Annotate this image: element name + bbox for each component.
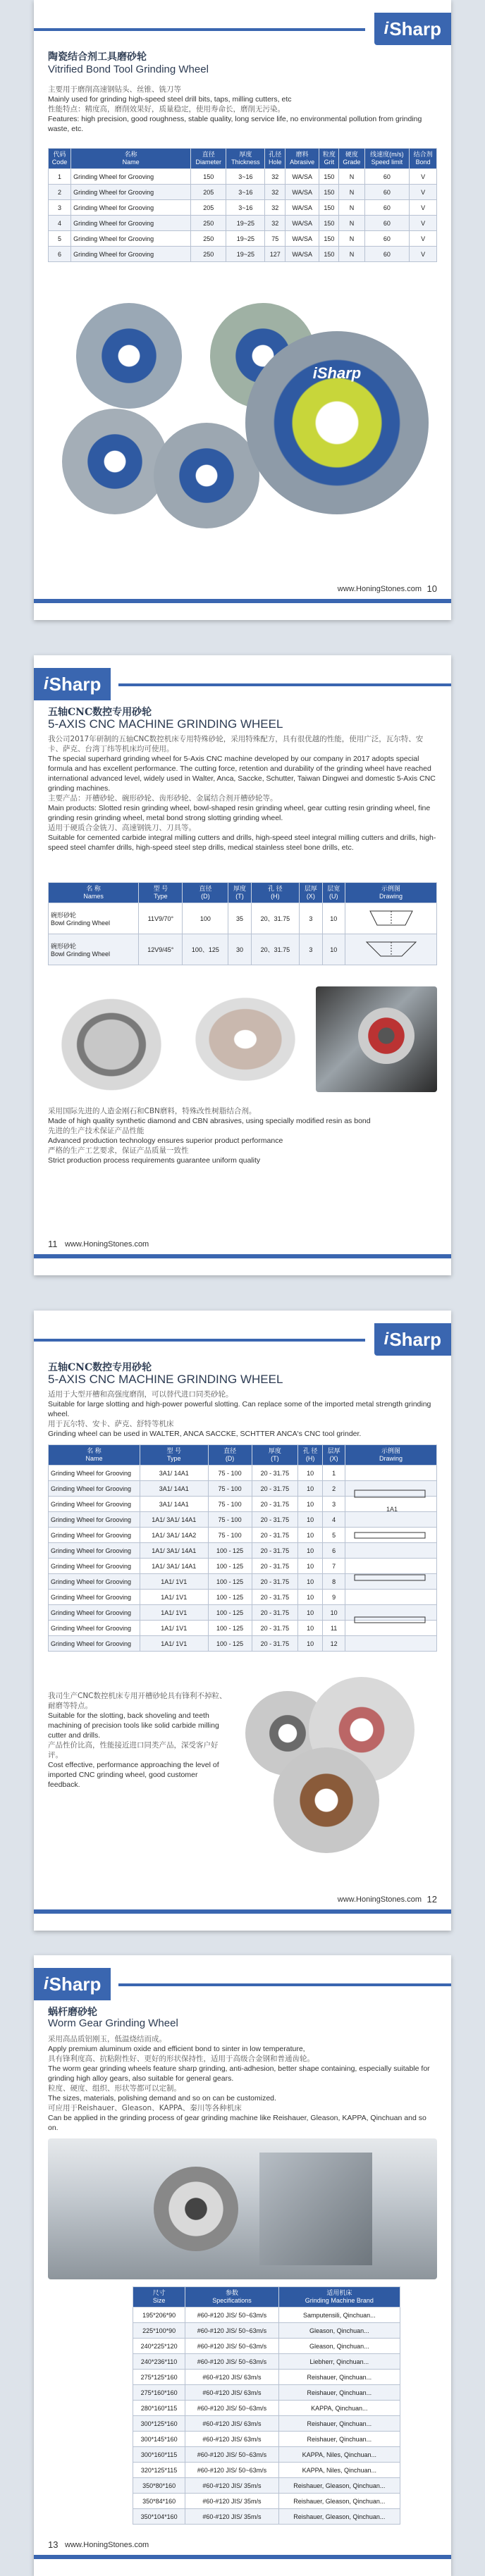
spec-table <box>48 148 437 262</box>
table-cell: 3~16 <box>226 185 265 200</box>
spec-table <box>133 2286 400 2525</box>
table-cell: 127 <box>265 247 285 262</box>
table-row <box>133 2416 400 2432</box>
table-cell: Grinding Wheel for Grooving <box>49 1528 140 1543</box>
page-title-cn: 五轴CNC数控专用砂轮 <box>48 707 152 718</box>
table-cell: Grinding Wheel for Grooving <box>49 1481 140 1497</box>
table-cell: 1A1/ 1V1 <box>140 1590 209 1605</box>
table-row <box>133 2308 400 2323</box>
table-cell: #60-#120 JIS/ 63m/s <box>185 2385 278 2401</box>
table-cell: 195*206*90 <box>133 2308 185 2323</box>
table-row <box>49 216 437 231</box>
table-cell: 1A1/ 3A1/ 14A1 <box>140 1512 209 1528</box>
bowl-wheel-photo <box>182 986 309 1092</box>
table-cell: 100 - 125 <box>208 1621 252 1636</box>
table-cell: Grinding Wheel for Grooving <box>49 1590 140 1605</box>
table-cell: 20 - 31.75 <box>252 1528 298 1543</box>
col-diameter: 直径 Diameter <box>191 149 226 169</box>
table-cell: 20 - 31.75 <box>252 1574 298 1590</box>
table-cell: N <box>339 185 364 200</box>
brand-logo: i Sharp <box>34 668 111 700</box>
table-cell: #60-#120 JIS/ 50~63m/s <box>185 2463 278 2478</box>
table-cell: 100 - 125 <box>208 1590 252 1605</box>
table-cell: 75 - 100 <box>208 1528 252 1543</box>
table-cell: 75 - 100 <box>208 1466 252 1481</box>
table-cell: 32 <box>265 169 285 185</box>
table-cell: 20 - 31.75 <box>252 1636 298 1652</box>
table-cell: 32 <box>265 185 285 200</box>
col-thickness: 厚度 Thickness <box>226 149 265 169</box>
table-cell: 32 <box>265 216 285 231</box>
page-title: Vitrified Bond Tool Grinding Wheel <box>48 63 209 75</box>
drawing-label: 1A1 <box>386 1506 398 1513</box>
table-cell: 75 - 100 <box>208 1512 252 1528</box>
table-cell: N <box>339 200 364 216</box>
table-cell: 100 - 125 <box>208 1636 252 1652</box>
table-cell: 11 <box>323 1621 345 1636</box>
table-cell: 6 <box>49 247 71 262</box>
table-row <box>49 200 437 216</box>
table-cell: 10 <box>298 1559 323 1574</box>
page-title-cn: 陶瓷结合剂工具磨砂轮 <box>48 51 147 63</box>
page-number: 10 <box>426 583 437 594</box>
table-cell: 205 <box>191 185 226 200</box>
brand-logo: i Sharp <box>374 1323 451 1356</box>
table-cell: 20 - 31.75 <box>252 1621 298 1636</box>
website: www.HoningStones.com <box>65 1240 149 1249</box>
table-row <box>133 2323 400 2339</box>
description: 我公司2017年研制的五轴CNC数控机床专用特殊砂轮，采用特殊配方，具有很优越的性能，使用广泛，瓦尔特、安卡、萨克、台湾丁纬等机床均可使用。 The special superhard grinding wheel for 5-Axis CNC machine developed by our company in 2017 adopts special formula and has excellent performance. The cutting force, retention and durability of the grinding wheel have reached international advanced level, widely used in Walter, Anca, Saccke, Schutter, Taiwan Dingwei and domestic 5-Axis CNC grinding machines. 主要产品：开槽砂轮、碗形砂轮、齿形砂轮、金属结合剂开槽砂轮等。 Main products: Slotted resin grinding wheel, bowl-shaped resin grinding wheel, gear cutting resin grinding wheel, fine grinding resin grinding wheel, metal bond strong slotting grinding wheel. 适用于硬质合金铣刀、高速钢铣刀、刀具等。 Suitable for cemented carbide integral milling cutters and drills, high-speed steel integral milling cutters and drills, high-speed steel chamfer drills, high-speed steel step drills, medical stainless steel bone drills, etc. <box>48 735 436 852</box>
profile-shape <box>355 1617 425 1623</box>
table-cell: Grinding Wheel for Grooving <box>49 1574 140 1590</box>
table-row <box>133 2401 400 2416</box>
table-cell: V <box>410 247 437 262</box>
table-cell: 10 <box>298 1636 323 1652</box>
table-cell: 75 - 100 <box>208 1481 252 1497</box>
table-row <box>133 2432 400 2447</box>
catalog-page-10 <box>34 0 451 620</box>
table-cell: #60-#120 JIS/ 35m/s <box>185 2478 278 2494</box>
table-cell: 9 <box>323 1590 345 1605</box>
table-cell: 100 - 125 <box>208 1574 252 1590</box>
table-cell: 60 <box>364 185 410 200</box>
header-stripe <box>118 683 451 686</box>
table-cell: 3~16 <box>226 200 265 216</box>
table-cell: #60-#120 JIS/ 35m/s <box>185 2494 278 2509</box>
table-cell: 10 <box>323 1605 345 1621</box>
table-cell: 60 <box>364 247 410 262</box>
table-cell: #60-#120 JIS/ 63m/s <box>185 2416 278 2432</box>
table-header: 尺寸 Size 参数 Specifications 适用机床 Grinding Machine Brand <box>133 2287 400 2308</box>
table-cell: KAPPA, Niles, Qinchuan... <box>278 2463 400 2478</box>
table-cell: N <box>339 247 364 262</box>
table-cell: Grinding Wheel for Grooving <box>71 200 191 216</box>
wheel-logo: iSharp <box>312 364 362 382</box>
table-cell: #60-#120 JIS/ 50~63m/s <box>185 2447 278 2463</box>
table-cell: Grinding Wheel for Grooving <box>49 1636 140 1652</box>
table-cell: V <box>410 216 437 231</box>
table-cell: #60-#120 JIS/ 50~63m/s <box>185 2308 278 2323</box>
table-row <box>133 2339 400 2354</box>
table-cell: #60-#120 JIS/ 50~63m/s <box>185 2339 278 2354</box>
table-cell: 320*125*115 <box>133 2463 185 2478</box>
grinding-wheel-image <box>62 409 168 514</box>
table-cell: Grinding Wheel for Grooving <box>49 1466 140 1481</box>
table-header <box>49 149 437 169</box>
table-cell: WA/SA <box>285 216 319 231</box>
table-cell: 60 <box>364 169 410 185</box>
profile-shape <box>355 1490 425 1497</box>
page-number: 11 <box>48 1239 58 1249</box>
table-cell: 2 <box>49 185 71 200</box>
page-title: Worm Gear Grinding Wheel <box>48 2017 178 2029</box>
table-cell: 300*125*160 <box>133 2416 185 2432</box>
profile-shape <box>355 1532 425 1538</box>
table-cell: 225*100*90 <box>133 2323 185 2339</box>
table-cell: 1A1/ 3A1/ 14A1 <box>140 1559 209 1574</box>
table-cell: Reishauer, Qinchuan... <box>278 2370 400 2385</box>
table-row <box>49 185 437 200</box>
table-cell: 240*225*120 <box>133 2339 185 2354</box>
grinding-wheel-image <box>76 303 182 409</box>
col-name: 名称 Name <box>71 149 191 169</box>
drawing-cell <box>345 903 437 934</box>
table-row <box>49 169 437 185</box>
table-cell: 250 <box>191 216 226 231</box>
table-cell: 20 - 31.75 <box>252 1605 298 1621</box>
table-cell: 10 <box>298 1605 323 1621</box>
table-cell: 150 <box>319 200 339 216</box>
table-cell: 1A1/ 1V1 <box>140 1574 209 1590</box>
table-cell: 3A1/ 14A1 <box>140 1497 209 1512</box>
table-cell: 10 <box>298 1466 323 1481</box>
grinding-wheel-image <box>154 423 259 528</box>
table-cell: WA/SA <box>285 185 319 200</box>
header-stripe <box>34 1339 365 1342</box>
table-cell: #60-#120 JIS/ 50~63m/s <box>185 2354 278 2370</box>
table-cell: 250 <box>191 247 226 262</box>
website: www.HoningStones.com <box>65 2541 149 2549</box>
col-grit: 粒度 Grit <box>319 149 339 169</box>
bowl-wheel-drawing <box>363 908 419 929</box>
table-cell: 280*160*115 <box>133 2401 185 2416</box>
table-cell: 60 <box>364 216 410 231</box>
spec-table <box>48 882 437 965</box>
description: 采用高品质铝刚玉，低温烧结而成。 Apply premium aluminum oxide and efficient bond to sinter in low temperature, 具有锋利度高、抗粘附性好、更好的形状保持性，适用于高级合金钢和普通齿轮。 The worm gear grinding wheels feature sharp grinding, anti-adhesion, better shape containing, especially suitable for grinding high alloy gears, also suitable for general gears. 粒度、硬度、组织、形状等都可以定制。 The sizes, materials, polishing demand and so on can be customized. 可应用于Reishauer、Gleason、KAPPA、秦川等各种机床 Can be applied in the grinding process of gear grinding machine like Reishauer, Gleason, KAPPA, Qinchuan and so on. <box>48 2035 430 2132</box>
catalog-page-12 <box>34 1311 451 1931</box>
table-cell: Grinding Wheel for Grooving <box>71 185 191 200</box>
header-stripe <box>34 28 365 31</box>
page-title: 5-AXIS CNC MACHINE GRINDING WHEEL <box>48 1373 283 1386</box>
table-row <box>133 2463 400 2478</box>
table-cell: 20 - 31.75 <box>252 1497 298 1512</box>
table-cell: 20 - 31.75 <box>252 1543 298 1559</box>
table-row <box>133 2370 400 2385</box>
table-cell: Grinding Wheel for Grooving <box>49 1497 140 1512</box>
col-speed: 线速度(m/s) Speed limit <box>364 149 410 169</box>
page-number: 12 <box>426 1894 437 1905</box>
table-cell: V <box>410 200 437 216</box>
table-cell: 60 <box>364 231 410 247</box>
table-cell: #60-#120 JIS/ 50~63m/s <box>185 2401 278 2416</box>
description: 主要用于磨削高速钢钻头、丝锥、铣刀等 Mainly used for grinding high-speed steel drill bits, taps, milling cutters, etc 性能特点：精度高，磨削效果好，质量稳定，使用寿命长，磨削无污染。 Features: high precision, good roughness, stable quality, long service life, no environmental pollution from grinding waste, etc. <box>48 85 422 133</box>
brand-logo: i Sharp <box>374 13 451 45</box>
table-cell: WA/SA <box>285 247 319 262</box>
table-cell: 3A1/ 14A1 <box>140 1481 209 1497</box>
profile-drawings <box>348 1469 432 1659</box>
table-cell: 10 <box>298 1497 323 1512</box>
table-cell: 12 <box>323 1636 345 1652</box>
table-cell: Grinding Wheel for Grooving <box>49 1543 140 1559</box>
table-cell: 3A1/ 14A1 <box>140 1466 209 1481</box>
quality-notes: 采用国际先进的人造金刚石和CBN磨料，特殊改性树脂结合剂。 Made of high quality synthetic diamond and CBN abrasives, using specially modified resin as bond 先进的生产技术保证产品性能 Advanced production technology ensures superior product performance 严格的生产工艺要求，保证产品质量一致性 Strict production process requirements guarantee uniform quality <box>48 1107 371 1165</box>
table-row <box>133 2478 400 2494</box>
table-cell: 75 - 100 <box>208 1497 252 1512</box>
table-cell: 5 <box>49 231 71 247</box>
table-cell: 19~25 <box>226 216 265 231</box>
col-hole: 孔径 Hole <box>265 149 285 169</box>
table-cell: 10 <box>298 1590 323 1605</box>
table-cell: 350*80*160 <box>133 2478 185 2494</box>
table-cell: 1A1/ 3A1/ 14A1 <box>140 1543 209 1559</box>
table-cell: Grinding Wheel for Grooving <box>71 169 191 185</box>
table-cell: WA/SA <box>285 200 319 216</box>
table-cell: #60-#120 JIS/ 50~63m/s <box>185 2323 278 2339</box>
footer-bar <box>34 1909 451 1914</box>
website: www.HoningStones.com <box>337 1895 422 1904</box>
table-cell: 1 <box>323 1466 345 1481</box>
table-cell: KAPPA, Niles, Qinchuan... <box>278 2447 400 2463</box>
table-cell: 150 <box>319 185 339 200</box>
col-bond: 结合剂 Bond <box>410 149 437 169</box>
table-cell: 19~25 <box>226 247 265 262</box>
table-cell: 150 <box>191 169 226 185</box>
table-cell: WA/SA <box>285 169 319 185</box>
table-row <box>133 2509 400 2525</box>
table-cell: 3 <box>323 1497 345 1512</box>
table-cell: 350*84*160 <box>133 2494 185 2509</box>
table-cell: Reishauer, Qinchuan... <box>278 2385 400 2401</box>
table-cell: 10 <box>298 1621 323 1636</box>
table-cell: 8 <box>323 1574 345 1590</box>
table-cell: 350*104*160 <box>133 2509 185 2525</box>
table-cell: 10 <box>298 1574 323 1590</box>
website: www.HoningStones.com <box>337 585 422 593</box>
col-grade: 硬度 Grade <box>339 149 364 169</box>
table-cell: 1A1/ 1V1 <box>140 1636 209 1652</box>
table-cell: Grinding Wheel for Grooving <box>49 1559 140 1574</box>
table-cell: V <box>410 231 437 247</box>
machine-photo <box>316 986 437 1092</box>
table-cell: Grinding Wheel for Grooving <box>71 216 191 231</box>
table-cell: 150 <box>319 216 339 231</box>
table-cell: Gleason, Qinchuan... <box>278 2323 400 2339</box>
page-title-cn: 蜗杆磨砂轮 <box>48 2007 97 2018</box>
table-cell: WA/SA <box>285 231 319 247</box>
side-notes: 我司生产CNC数控机床专用开槽砂轮具有锋利不掉粒、耐磨等特点。 Suitable for the slotting, back shoveling and teeth machining of precision tools like solid carbide milling cutter and drills. 产品性价比高，性能接近进口同类产品，深受客户好评。 Cost effective, performance approaching the level of imported CNC grinding wheel, good customer feedback. <box>48 1692 227 1789</box>
table-cell: Reishauer, Gleason, Qinchuan... <box>278 2494 400 2509</box>
footer-bar <box>34 599 451 603</box>
table-cell: 100 - 125 <box>208 1543 252 1559</box>
table-cell: 250 <box>191 231 226 247</box>
table-cell: Samputensili, Qinchuan... <box>278 2308 400 2323</box>
bowl-wheel-drawing <box>363 939 419 960</box>
table-cell: 240*236*110 <box>133 2354 185 2370</box>
machine-photo <box>48 2138 437 2279</box>
footer-bar <box>34 2555 451 2559</box>
table-row <box>133 2494 400 2509</box>
table-cell: 150 <box>319 231 339 247</box>
table-cell: 19~25 <box>226 231 265 247</box>
table-body <box>49 169 437 262</box>
table-cell: V <box>410 169 437 185</box>
table-cell: 10 <box>298 1528 323 1543</box>
table-cell: Reishauer, Gleason, Qinchuan... <box>278 2478 400 2494</box>
table-cell: 32 <box>265 200 285 216</box>
brand-logo: i Sharp <box>34 1968 111 2000</box>
table-cell: 150 <box>319 169 339 185</box>
table-row <box>49 231 437 247</box>
table-cell: 75 <box>265 231 285 247</box>
table-cell: KAPPA, Qinchuan... <box>278 2401 400 2416</box>
table-cell: 20 - 31.75 <box>252 1466 298 1481</box>
table-cell: #60-#120 JIS/ 63m/s <box>185 2370 278 2385</box>
table-cell: V <box>410 185 437 200</box>
drawing-cell <box>345 934 437 965</box>
table-body <box>49 903 437 965</box>
table-row: 碗形砂轮 Bowl Grinding Wheel 12V9/45° 100、125 30 20、31.75 3 10 <box>49 934 437 965</box>
table-cell: Grinding Wheel for Grooving <box>49 1621 140 1636</box>
table-row <box>133 2385 400 2401</box>
table-cell: Grinding Wheel for Grooving <box>71 231 191 247</box>
table-cell: N <box>339 169 364 185</box>
col-code: 代码 Code <box>49 149 71 169</box>
table-cell: 60 <box>364 200 410 216</box>
table-cell: 7 <box>323 1559 345 1574</box>
table-cell: Grinding Wheel for Grooving <box>71 247 191 262</box>
table-cell: 10 <box>298 1543 323 1559</box>
table-cell: Liebherr, Qinchuan... <box>278 2354 400 2370</box>
table-cell: 20 - 31.75 <box>252 1481 298 1497</box>
page-title: 5-AXIS CNC MACHINE GRINDING WHEEL <box>48 717 283 731</box>
table-cell: N <box>339 216 364 231</box>
table-row: 碗形砂轮 Bowl Grinding Wheel 11V9/70° 100 35 20、31.75 3 10 <box>49 903 437 934</box>
table-cell: 4 <box>49 216 71 231</box>
description: 适用于大型开槽和高强度磨削，可以替代进口同类砂轮。 Suitable for large slotting and high-power powerful slotting. Can replace some of the imported metal strength grinding wheel. 用于瓦尔特、安卡、萨克、舒特等机床 Grinding wheel can be used in WALTER, ANCA SACCKE, SCHTTER ANCA's CNC tool grinder. <box>48 1390 431 1438</box>
page-number: 13 <box>48 2539 59 2550</box>
table-cell: 300*145*160 <box>133 2432 185 2447</box>
table-cell: Reishauer, Qinchuan... <box>278 2416 400 2432</box>
table-cell: 1A1/ 1V1 <box>140 1621 209 1636</box>
table-cell: 20 - 31.75 <box>252 1559 298 1574</box>
table-cell: Gleason, Qinchuan... <box>278 2339 400 2354</box>
table-header: 名 称 Name 型 号 Type 直径 (D) 厚度 (T) 孔 径 (H) 层厚 (X) 示例图 Drawing <box>49 1445 437 1466</box>
header-stripe <box>118 1983 451 1986</box>
table-row <box>133 2447 400 2463</box>
page-title-cn: 五轴CNC数控专用砂轮 <box>48 1362 152 1373</box>
table-cell: 1A1/ 3A1/ 14A2 <box>140 1528 209 1543</box>
col-abrasive: 磨料 Abrasive <box>285 149 319 169</box>
table-cell: 6 <box>323 1543 345 1559</box>
table-cell: 1 <box>49 169 71 185</box>
catalog-page-11 <box>34 655 451 1275</box>
table-cell: 4 <box>323 1512 345 1528</box>
table-cell: 275*125*160 <box>133 2370 185 2385</box>
grinding-wheel-image <box>245 331 429 514</box>
table-cell: 300*160*115 <box>133 2447 185 2463</box>
table-cell: Grinding Wheel for Grooving <box>49 1512 140 1528</box>
footer-bar <box>34 1254 451 1258</box>
table-cell: #60-#120 JIS/ 35m/s <box>185 2509 278 2525</box>
table-cell: 150 <box>319 247 339 262</box>
table-cell: 100 - 125 <box>208 1559 252 1574</box>
table-cell: 100 - 125 <box>208 1605 252 1621</box>
profile-shape <box>355 1575 425 1580</box>
table-cell: 10 <box>298 1512 323 1528</box>
table-cell: 5 <box>323 1528 345 1543</box>
table-body <box>133 2308 400 2525</box>
table-cell: #60-#120 JIS/ 63m/s <box>185 2432 278 2447</box>
table-cell: N <box>339 231 364 247</box>
table-row <box>49 247 437 262</box>
table-cell: Reishauer, Gleason, Qinchuan... <box>278 2509 400 2525</box>
wheel-photo <box>274 1747 379 1853</box>
table-row <box>133 2354 400 2370</box>
table-cell: 20 - 31.75 <box>252 1590 298 1605</box>
table-cell: 2 <box>323 1481 345 1497</box>
table-cell: 3 <box>49 200 71 216</box>
catalog-page-13 <box>34 1955 451 2576</box>
table-header: 名 称 Names 型 号 Type 直径 (D) 厚度 (T) 孔 径 (H) 层厚 (X) 层宽 (U) 示例图 Drawing <box>49 883 437 903</box>
table-cell: 275*160*160 <box>133 2385 185 2401</box>
table-cell: 10 <box>298 1481 323 1497</box>
table-cell: 3~16 <box>226 169 265 185</box>
table-cell: 20 - 31.75 <box>252 1512 298 1528</box>
table-cell: 1A1/ 1V1 <box>140 1605 209 1621</box>
bowl-wheel-photo <box>48 986 175 1092</box>
table-cell: 205 <box>191 200 226 216</box>
table-cell: Reishauer, Qinchuan... <box>278 2432 400 2447</box>
table-cell: Grinding Wheel for Grooving <box>49 1605 140 1621</box>
